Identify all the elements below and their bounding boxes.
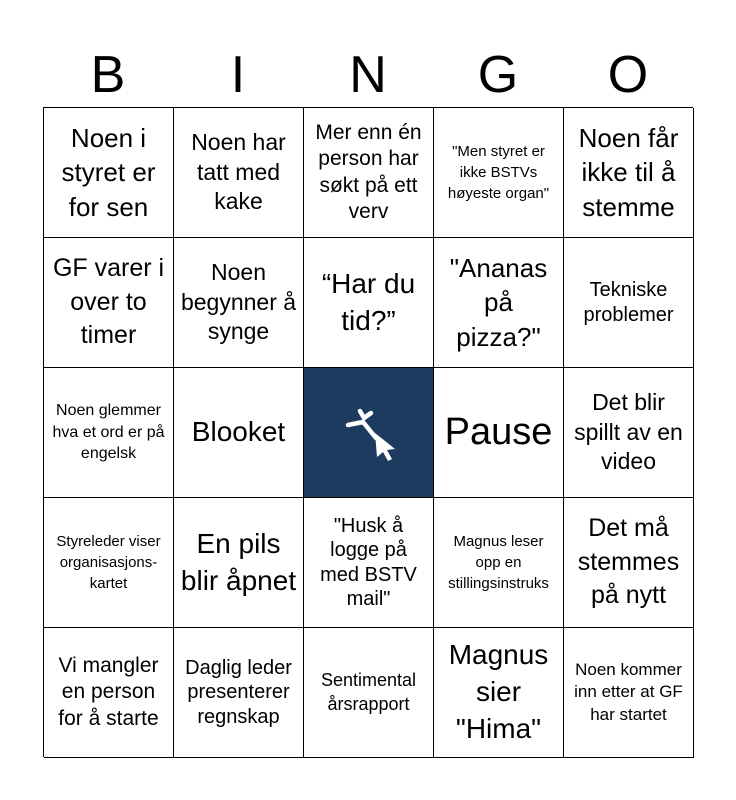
bingo-header [43,44,693,106]
bingo-cell[interactable] [434,498,564,628]
bingo-cell[interactable] [174,368,304,498]
bingo-cell[interactable] [304,108,434,238]
bingo-cell[interactable] [564,238,694,368]
cell-text: Magnus leser opp en stillingsinstruks [448,533,549,592]
bingo-cell[interactable] [44,108,174,238]
cell-text: GF varer i over to timer [52,253,165,350]
cell-text: Noen får ikke til å stemme [578,123,679,222]
bingo-cell[interactable] [304,628,434,758]
cell-text: "Men styret er ikke BSTVs høyeste organ" [447,143,550,202]
bingo-cell[interactable] [304,238,434,368]
header-letter-b: B [90,46,126,104]
cell-text: Blooket [191,416,286,448]
bingo-cell[interactable] [44,238,174,368]
bingo-cell[interactable] [304,498,434,628]
cell-text: Sentimental årsrapport [320,670,417,714]
cell-text: Det må stemmes på nytt [577,513,680,610]
cell-text: Noen har tatt med kake [191,128,286,215]
cell-text: Det blir spillt av en video [574,388,683,475]
free-space[interactable] [304,368,434,498]
bingo-card [43,107,693,757]
cell-text: Tekniske problemer [583,279,674,326]
cell-text: Noen glemmer hva et ord er på engelsk [52,402,165,463]
bingo-cell[interactable] [564,108,694,238]
bingo-cell[interactable] [434,108,564,238]
bingo-cell[interactable] [434,238,564,368]
cell-text: En pils blir åpnet [180,527,297,596]
bingo-cell[interactable] [434,368,564,498]
cell-text: Vi mangler en person for å starte [58,654,159,730]
header-letter-i: I [230,46,246,104]
cell-text: Mer enn én person har søkt på ett verv [315,121,422,223]
header-letter-n: N [349,46,387,104]
cell-text: “Har du tid?” [321,267,416,336]
cell-text: "Husk å logge på med BSTV mail" [320,514,417,610]
bingo-cell[interactable] [174,498,304,628]
cell-text: Daglig leder presenterer regnskap [185,656,292,728]
cell-text: Noen kommer inn etter at GF har startet [574,659,683,724]
bingo-cell[interactable] [564,628,694,758]
bingo-cell[interactable] [44,498,174,628]
cell-text: Magnus sier "Hima" [448,639,549,744]
bingo-cell[interactable] [174,108,304,238]
cell-text: Noen i styret er for sen [61,123,156,222]
bingo-cell[interactable] [174,238,304,368]
cursor-logo-icon [305,369,433,497]
cell-text: Styreleder viser organisasjons-kartet [56,533,161,592]
bingo-cell[interactable] [564,368,694,498]
cell-text: "Ananas på pizza?" [449,253,548,352]
cell-text: Pause [444,410,553,453]
bingo-cell[interactable] [44,368,174,498]
bingo-cell[interactable] [174,628,304,758]
bingo-cell[interactable] [44,628,174,758]
bingo-cell[interactable] [564,498,694,628]
header-letter-g: G [477,46,519,104]
header-letter-o: O [607,46,649,104]
bingo-cell[interactable] [434,628,564,758]
cell-text: Noen begynner å synge [180,258,297,345]
